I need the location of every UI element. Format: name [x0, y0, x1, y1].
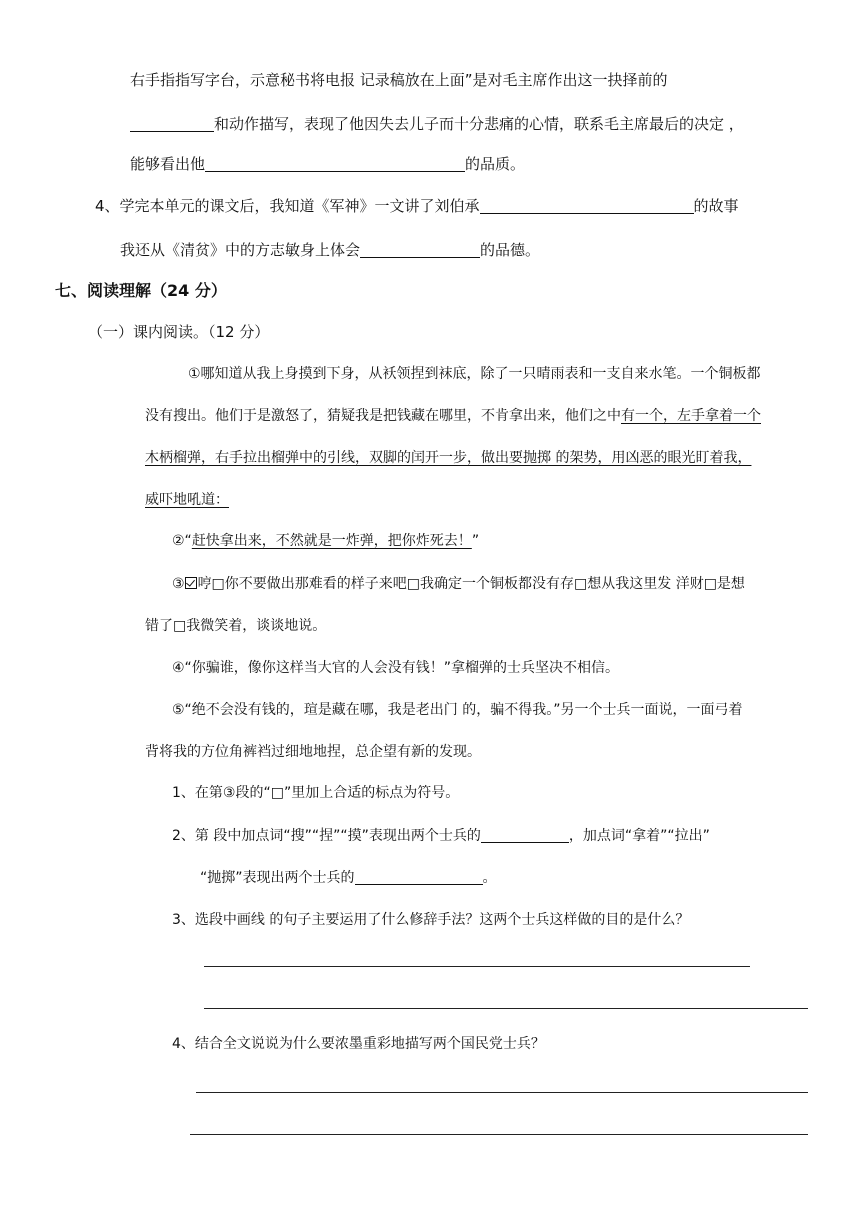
answer-blank[interactable]	[481, 826, 569, 843]
q4-line2: 我还从《清贫》中的方志敏身上体会 的品德。	[120, 241, 541, 259]
underlined-sentence: 有一个，左手拿着一个	[621, 408, 761, 424]
answer-blank[interactable]	[480, 197, 694, 214]
underlined-sentence: 赶快拿出来，不然就是一炸弹，把你炸死去！	[191, 533, 472, 549]
q3-line1: 右手指指写字台，示意秘书将电报 记录稿放在上面”是对毛主席作出这一抉择前的	[130, 71, 668, 89]
passage-p1-line3: 木柄榴弹，右手拉出榴弹中的引线，双脚的闰开一步，做出要抛掷 的架势，用凶恶的眼光盯着我，	[145, 450, 752, 466]
passage-p1-line2: 没有搜出。他们于是激怒了，猜疑我是把钱藏在哪里，不肯拿出来，他们之中有一个，左手拿着一个	[145, 408, 761, 424]
question-2-line1: 2、第 段中加点词“搜”“捏”“摸”表现出两个士兵的 ，加点词“拿着”“拉出”	[172, 828, 710, 844]
subsection-title: （一）课内阅读。（12 分）	[88, 323, 270, 341]
passage-p5-line1: ⑤“绝不会没有钱的，瑄是藏在哪，我是老出门 的，骗不得我。”另一个士兵一面说，一面弓着	[172, 702, 743, 718]
answer-blank[interactable]	[130, 115, 214, 132]
passage-p2: ②“赶快拿出来，不然就是一炸弹，把你炸死去！”	[172, 533, 480, 549]
section-title: 七、阅读理解（24 分）	[55, 281, 227, 300]
passage-p1-line4: 威吓地吼道：	[145, 492, 229, 508]
question-4: 4、结合全文说说为什么要浓墨重彩地描写两个国民党士兵？	[172, 1036, 545, 1052]
passage-p5-line2: 背将我的方位角裤裆过细地地捏，总企望有新的发现。	[145, 744, 481, 760]
checkbox-icon	[185, 577, 197, 589]
answer-line[interactable]	[196, 1092, 808, 1093]
passage-p1-line1: ①哪知道从我上身摸到下身，从袄领捏到袜底，除了一只晴雨表和一支自来水笔。一个铜板都	[188, 366, 761, 382]
passage-p3-line1: ③ 哼□你不要做出那难看的样子来吧□我确定一个铜板都没有存□想从我这里发 洋财□是想	[172, 576, 745, 592]
q3-line3: 能够看出他 的品质。	[130, 155, 526, 173]
q4-line1: 4、学完本单元的课文后，我知道《军神》一文讲了刘伯承 的故事	[95, 197, 739, 215]
question-2-line2: “抛掷”表现出两个士兵的 。	[200, 870, 497, 886]
answer-blank[interactable]	[360, 241, 480, 258]
answer-line[interactable]	[204, 966, 750, 967]
answer-line[interactable]	[190, 1134, 808, 1135]
answer-blank[interactable]	[355, 868, 483, 885]
passage-p4: ④“你骗谁，像你这样当大官的人会没有钱！”拿榴弹的士兵坚决不相信。	[172, 660, 620, 676]
question-1: 1、在第③段的“□”里加上合适的标点为符号。	[172, 785, 460, 801]
q3-line2: 和动作描写，表现了他因失去儿子而十分悲痛的心情，联系毛主席最后的决定 ，	[130, 114, 744, 134]
question-3: 3、选段中画线 的句子主要运用了什么修辞手法？这两个士兵这样做的目的是什么？	[172, 912, 690, 928]
passage-p3-line2: 错了□我微笑着，谈谈地说。	[145, 618, 327, 634]
answer-blank[interactable]	[205, 155, 465, 172]
answer-line[interactable]	[204, 1008, 808, 1009]
